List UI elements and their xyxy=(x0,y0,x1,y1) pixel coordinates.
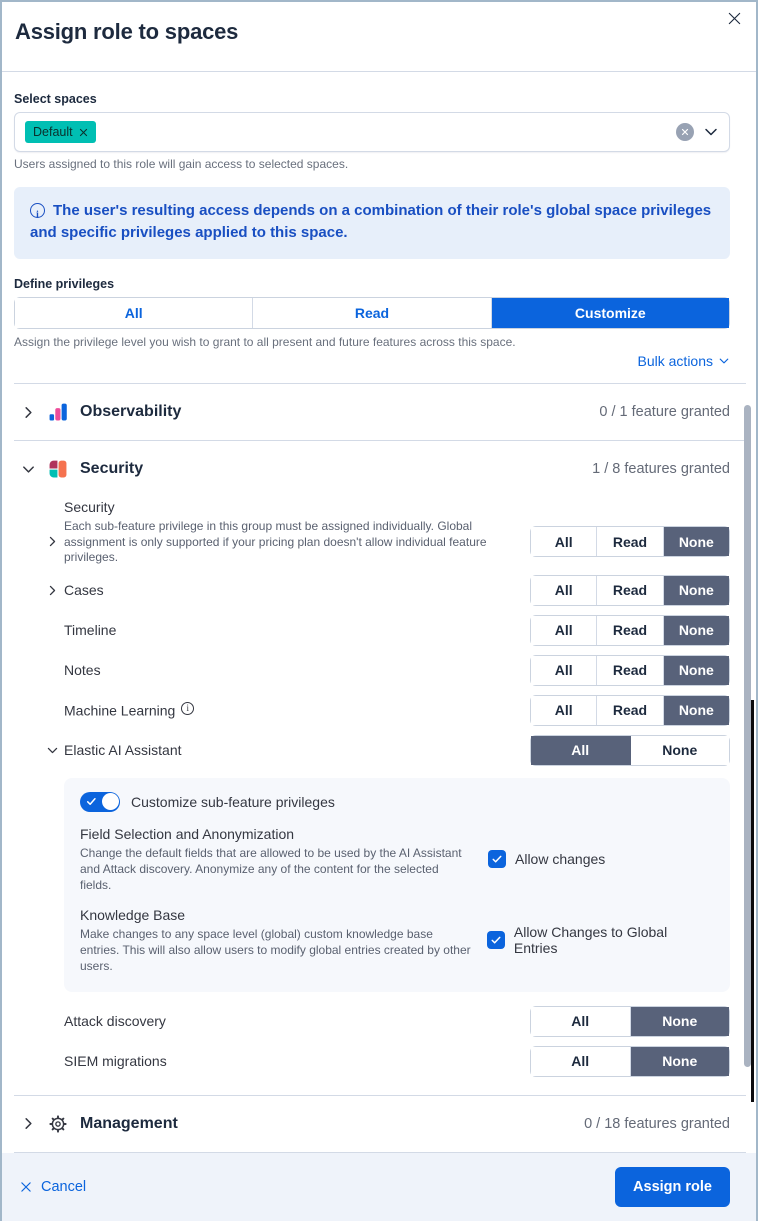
feature-row-ai-assistant xyxy=(14,735,730,766)
feature-row-attack-discovery xyxy=(14,1006,730,1037)
sub-feature-panel xyxy=(64,778,730,992)
feature-row-timeline xyxy=(14,615,730,646)
check-icon xyxy=(490,934,502,946)
machine-learning-privilege-group xyxy=(530,695,730,726)
timeline-privilege-group xyxy=(530,615,730,646)
privilege-all-button[interactable]: All xyxy=(15,298,253,328)
section-observability[interactable] xyxy=(14,384,730,440)
close-icon xyxy=(20,1181,32,1193)
attack-discovery-privilege-group xyxy=(530,1006,730,1037)
combobox-clear-button[interactable] xyxy=(676,123,694,141)
close-button[interactable] xyxy=(723,7,745,29)
feature-row-machine-learning xyxy=(14,695,730,726)
security-group-all-button[interactable]: All xyxy=(531,527,597,556)
notes-none-button[interactable]: None xyxy=(664,656,729,685)
cases-none-button[interactable]: None xyxy=(664,576,729,605)
management-count: 0 / 18 features granted xyxy=(584,1115,730,1132)
select-spaces-label: Select spaces xyxy=(14,92,97,106)
sub-feature-title: Knowledge Base xyxy=(80,906,186,923)
sub-feature-control xyxy=(488,850,605,868)
notes-all-button[interactable]: All xyxy=(531,656,597,685)
sub-feature-knowledge-base xyxy=(80,907,714,974)
allow-global-entries-checkbox[interactable] xyxy=(487,931,505,949)
clear-icon xyxy=(681,128,689,136)
space-badge-label: Default xyxy=(33,125,73,139)
sub-feature-description: Change the default fields that are allowed to be used by the AI Assistant and Attack discovery. Anonymize any of the content for the selected fields. xyxy=(80,845,462,892)
section-management[interactable] xyxy=(14,1096,730,1152)
modal-footer xyxy=(2,1153,756,1221)
spaces-combobox[interactable] xyxy=(14,112,730,152)
cases-read-button[interactable]: Read xyxy=(597,576,663,605)
timeline-read-button[interactable]: Read xyxy=(597,616,663,645)
security-group-read-button[interactable]: Read xyxy=(597,527,663,556)
bulk-actions-link[interactable] xyxy=(638,353,730,369)
sub-feature-text xyxy=(80,907,471,974)
cases-privilege-group xyxy=(530,575,730,606)
assign-role-button[interactable]: Assign role xyxy=(615,1167,730,1207)
timeline-all-button[interactable]: All xyxy=(531,616,597,645)
observability-expand-button[interactable] xyxy=(18,402,38,422)
security-count: 1 / 8 features granted xyxy=(592,461,730,477)
security-group-title: Security xyxy=(64,499,115,515)
chevron-down-icon xyxy=(21,462,36,477)
sub-feature-text xyxy=(80,826,472,893)
bulk-actions-row xyxy=(14,353,730,369)
ai-assistant-all-button[interactable]: All xyxy=(531,736,631,765)
security-group-expand-button[interactable] xyxy=(44,533,60,549)
ai-assistant-none-button[interactable]: None xyxy=(631,736,730,765)
allow-changes-checkbox[interactable] xyxy=(488,850,506,868)
timeline-label: Timeline xyxy=(64,622,117,638)
check-icon xyxy=(491,853,503,865)
info-callout xyxy=(14,187,730,259)
define-privileges-label: Define privileges xyxy=(14,277,115,291)
feature-row-cases xyxy=(14,575,730,606)
gear-icon xyxy=(49,1115,67,1133)
cases-label: Cases xyxy=(64,582,104,598)
badge-remove-icon[interactable] xyxy=(79,128,88,137)
security-title: Security xyxy=(80,460,144,477)
attack-discovery-label: Attack discovery xyxy=(64,1013,166,1029)
machine-learning-all-button[interactable]: All xyxy=(531,696,597,725)
security-group-none-button[interactable]: None xyxy=(664,527,729,556)
chevron-down-icon xyxy=(46,744,59,757)
chevron-right-icon xyxy=(46,584,59,597)
feature-row-siem-migrations xyxy=(14,1046,730,1077)
sub-feature-field-selection xyxy=(80,826,714,893)
machine-learning-read-button[interactable]: Read xyxy=(597,696,663,725)
attack-discovery-all-button[interactable]: All xyxy=(531,1007,631,1036)
outer-scrollbar-thumb[interactable] xyxy=(751,700,754,1102)
sub-feature-description: Make changes to any space level (global) custom knowledge base entries. This will also allow users to modify global entries created by other users. xyxy=(80,926,471,973)
feature-row-notes xyxy=(14,655,730,686)
privilege-level-group xyxy=(14,297,730,329)
observability-icon xyxy=(49,403,67,421)
machine-learning-none-button[interactable]: None xyxy=(664,696,729,725)
check-icon xyxy=(86,796,97,807)
siem-migrations-none-button[interactable]: None xyxy=(631,1047,730,1076)
allow-changes-label: Allow changes xyxy=(515,851,606,867)
space-badge-default[interactable] xyxy=(25,121,96,143)
modal-header xyxy=(2,2,756,72)
callout-text: The user's resulting access depends on a combination of their role's global space privileges and specific privileges applied to this space. xyxy=(30,202,712,241)
modal-body xyxy=(2,72,756,1153)
sub-feature-title: Field Selection and Anonymization xyxy=(80,825,295,842)
close-icon xyxy=(727,11,742,26)
siem-migrations-all-button[interactable]: All xyxy=(531,1047,631,1076)
management-title: Management xyxy=(80,1114,178,1132)
ai-assistant-privilege-group xyxy=(530,735,730,766)
chevron-right-icon xyxy=(46,535,59,548)
divider xyxy=(14,1152,746,1153)
customize-sub-feature-toggle[interactable] xyxy=(80,792,120,812)
inner-scrollbar-thumb[interactable] xyxy=(744,405,751,1067)
notes-read-button[interactable]: Read xyxy=(597,656,663,685)
security-group-description: Each sub-feature privilege in this group must be assigned individually. Global assignment is only supported if your pricing plan doesn't allow individual feature privileges. xyxy=(64,519,487,564)
notes-label: Notes xyxy=(64,662,101,678)
bulk-actions-label: Bulk actions xyxy=(637,353,713,369)
chevron-right-icon xyxy=(21,1116,36,1131)
combobox-controls xyxy=(676,123,719,141)
define-privileges-help: Assign the privilege level you wish to grant to all present and future features across this space. xyxy=(14,335,516,349)
toggle-row xyxy=(80,792,714,812)
siem-migrations-label: SIEM migrations xyxy=(64,1053,167,1069)
info-icon: i xyxy=(30,203,45,218)
observability-count: 0 / 1 feature granted xyxy=(599,404,730,420)
security-group-row xyxy=(14,519,730,566)
sub-feature-control xyxy=(487,924,714,956)
security-icon xyxy=(49,460,67,478)
attack-discovery-none-button[interactable]: None xyxy=(631,1007,730,1036)
allow-global-entries-label: Allow Changes to Global Entries xyxy=(513,924,668,956)
security-collapse-button[interactable] xyxy=(18,459,38,479)
timeline-none-button[interactable]: None xyxy=(664,616,729,645)
section-security[interactable] xyxy=(14,441,730,497)
ai-assistant-label: Elastic AI Assistant xyxy=(64,742,182,758)
chevron-down-icon[interactable] xyxy=(703,124,719,140)
cancel-button[interactable] xyxy=(20,1179,86,1195)
cases-expand-button[interactable] xyxy=(44,582,60,598)
security-group-privilege-group xyxy=(530,526,730,557)
privilege-read-button[interactable]: Read xyxy=(253,298,491,328)
toggle-label: Customize sub-feature privileges xyxy=(131,793,335,810)
chevron-down-icon xyxy=(718,355,730,367)
cancel-label: Cancel xyxy=(41,1178,87,1195)
cases-all-button[interactable]: All xyxy=(531,576,597,605)
info-icon[interactable]: i xyxy=(181,702,194,715)
privilege-customize-button[interactable]: Customize xyxy=(492,298,729,328)
ai-assistant-collapse-button[interactable] xyxy=(44,742,60,758)
chevron-right-icon xyxy=(21,405,36,420)
siem-migrations-privilege-group xyxy=(530,1046,730,1077)
modal-title: Assign role to spaces xyxy=(15,19,239,44)
toggle-knob xyxy=(102,793,119,810)
notes-privilege-group xyxy=(530,655,730,686)
management-expand-button[interactable] xyxy=(18,1114,38,1134)
observability-title: Observability xyxy=(80,403,182,420)
machine-learning-label: Machine Learning i xyxy=(64,702,194,719)
select-spaces-help: Users assigned to this role will gain access to selected spaces. xyxy=(14,157,349,171)
